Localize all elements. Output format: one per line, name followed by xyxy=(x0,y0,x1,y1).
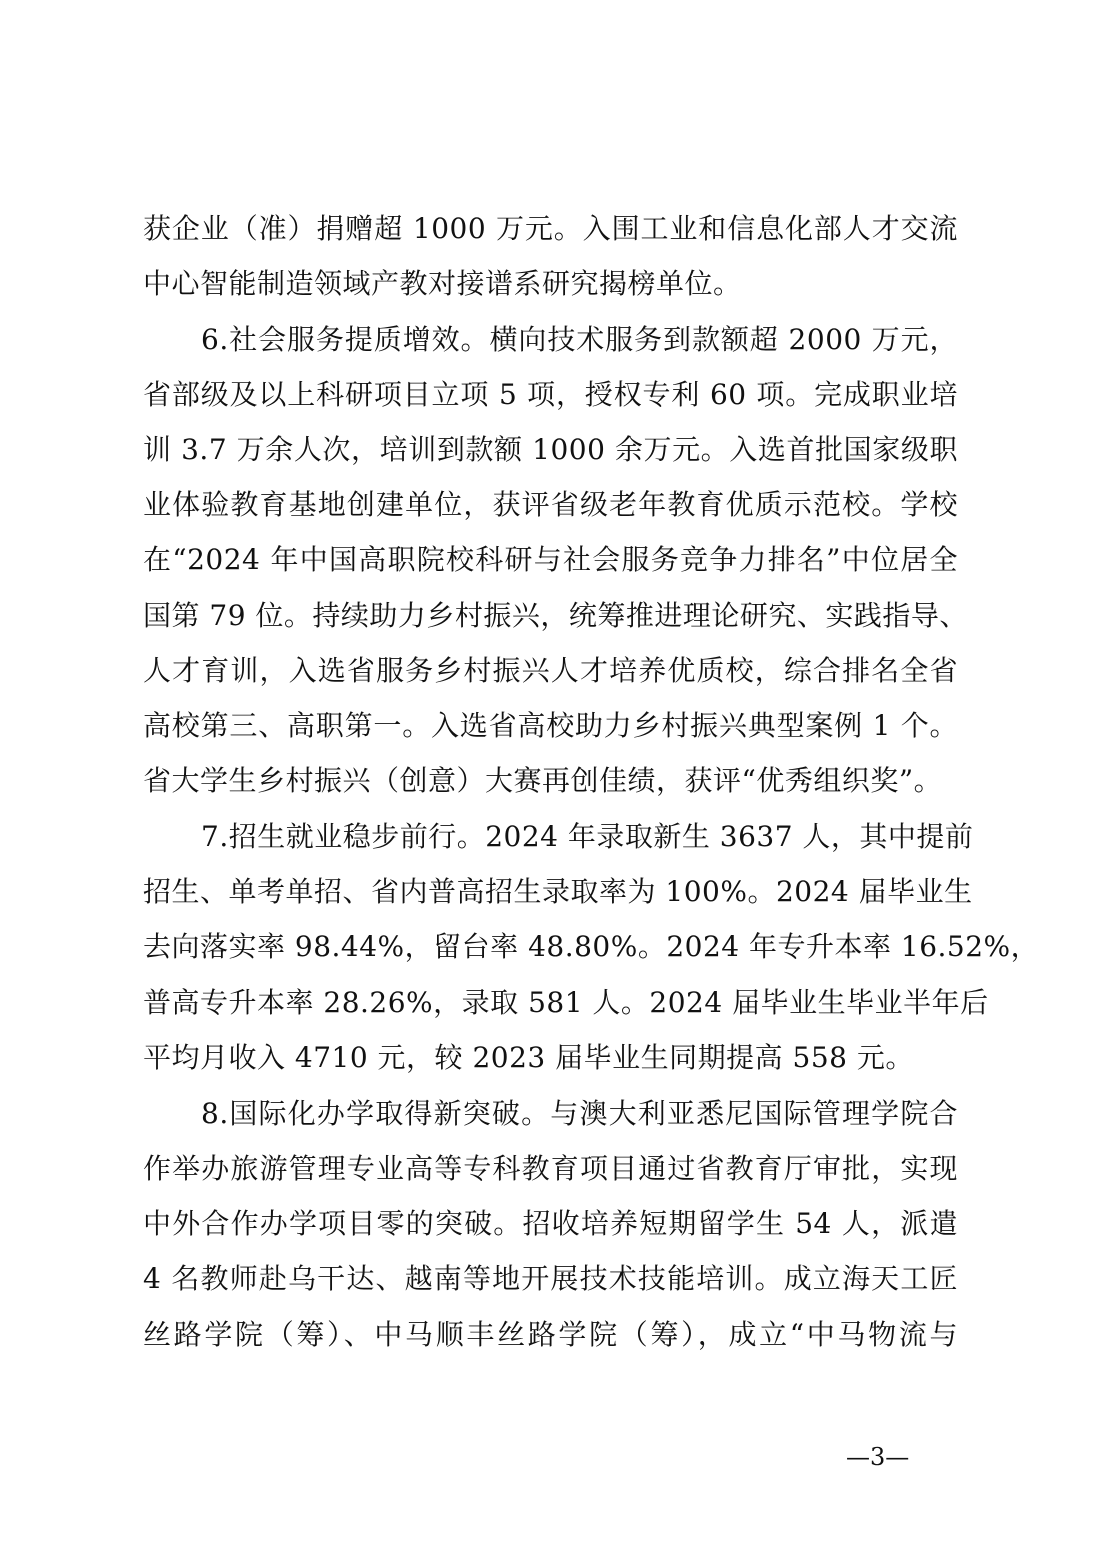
text-line: 中外合作办学项目零的突破。招收培养短期留学生 54 人，派遣 xyxy=(143,1207,958,1240)
text-line: 业体验教育基地创建单位，获评省级老年教育优质示范校。学校 xyxy=(143,488,958,521)
text-line: 国第 79 位。持续助力乡村振兴，统筹推进理论研究、实践指导、 xyxy=(143,599,968,632)
text-line: 省大学生乡村振兴（创意）大赛再创佳绩，获评“优秀组织奖”。 xyxy=(143,764,943,797)
text-line: 去向落实率 98.44%，留台率 48.80%。2024 年专升本率 16.52%， xyxy=(143,930,1040,963)
text-line: 丝路学院（筹）、中马顺丰丝路学院（筹），成立“中马物流与 xyxy=(143,1318,958,1351)
text-line: 中心智能制造领域产教对接谱系研究揭榜单位。 xyxy=(143,267,742,300)
text-line: 人才育训，入选省服务乡村振兴人才培养优质校，综合排名全省 xyxy=(143,654,958,687)
text-line: 招生、单考单招、省内普高招生录取率为 100%。2024 届毕业生 xyxy=(143,875,973,908)
text-line: 4 名教师赴乌干达、越南等地开展技术技能培训。成立海天工匠 xyxy=(143,1262,958,1295)
text-line: 平均月收入 4710 元，较 2023 届毕业生同期提高 558 元。 xyxy=(143,1041,914,1074)
text-line: 获企业（准）捐赠超 1000 万元。入围工业和信息化部人才交流 xyxy=(143,212,958,245)
text-line: 在“2024 年中国高职院校科研与社会服务竞争力排名”中位居全 xyxy=(143,543,958,576)
text-line: 作举办旅游管理专业高等专科教育项目通过省教育厅审批，实现 xyxy=(143,1152,958,1185)
text-line: 训 3.7 万余人次，培训到款额 1000 余万元。入选首批国家级职 xyxy=(143,433,958,466)
text-line: 省部级及以上科研项目立项 5 项，授权专利 60 项。完成职业培 xyxy=(143,378,958,411)
page-number: —3— xyxy=(846,1443,910,1471)
section-heading-line: 6.社会服务提质增效。横向技术服务到款额超 2000 万元， xyxy=(201,323,958,356)
section-heading-line: 8.国际化办学取得新突破。与澳大利亚悉尼国际管理学院合 xyxy=(201,1097,958,1130)
section-heading-line: 7.招生就业稳步前行。2024 年录取新生 3637 人，其中提前 xyxy=(201,820,974,853)
text-line: 高校第三、高职第一。入选省高校助力乡村振兴典型案例 1 个。 xyxy=(143,709,958,742)
text-line: 普高专升本率 28.26%，录取 581 人。2024 届毕业生毕业半年后 xyxy=(143,986,989,1019)
